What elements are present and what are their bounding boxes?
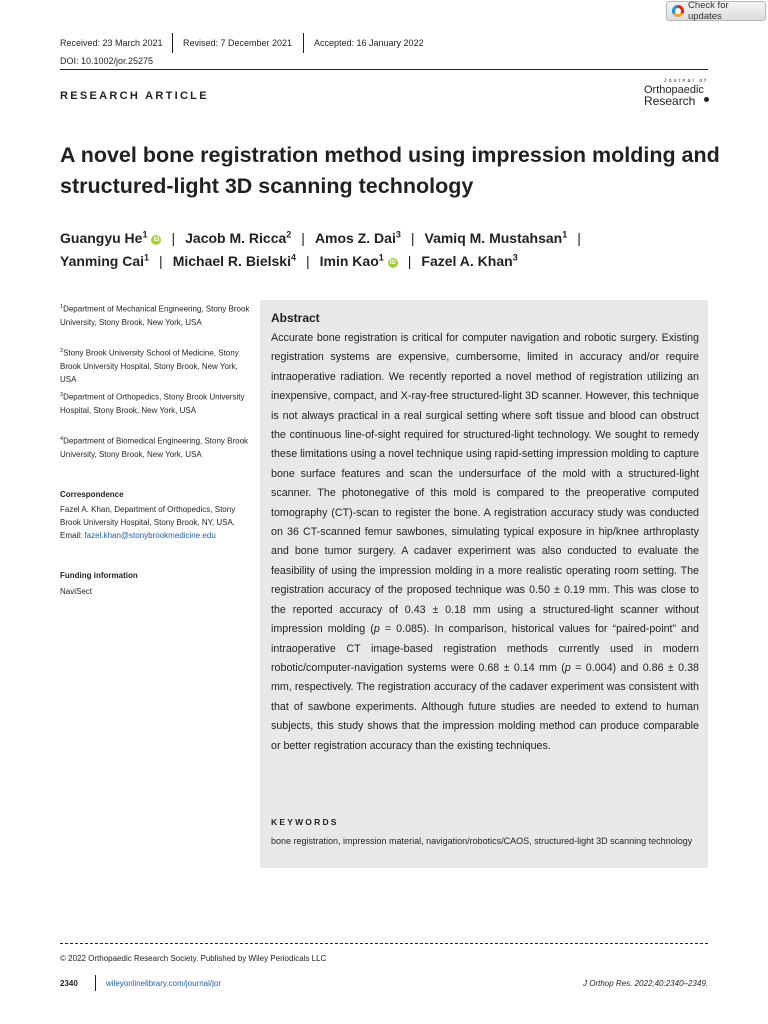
abstract-text: Accurate bone registration is critical for computer navigation and robotic surgery. Existing registration systems are expensive, cumbersome, limited in accuracy and/or require intraoperative radiation. We recently reported a novel method of registration utilizing an inexpensive, compact, and X-ray-free structured-light 3D scanner. However, this technique is not always practical in a real surgical setting where soft tissue and blood can obstruct the continuous line-of-sight required for structured-light technology. We sought to remedy these limitations using a novel technique using rapid-setting impression molding to capture bone surface features and scan the undersurface of the mold with a structured-light scanner. The photonegative of this mold is compared to the preoperative computed tomography (CT)-scan to register the bone. A registration accuracy study was conducted on 36 CT-scanned femur sawbones, simulating typical exposure in hip/knee arthroplasty and bone tumor surgery. A cadaver experiment was also conducted to evaluate the feasibility of using the impression molding in a more realistic operating room setting. The registration accuracy of the proposed technique was 0.50 ± 0.19 mm. This was close to the reported accuracy of 0.43 ± 0.18 mm using a structured-light scanner without impression molding (p = 0.085). In comparison, historical values for “paired-point” and intraoperative CT image-based registration methods currently used in modern robotic/computer-navigation systems were 0.68 ± 0.14 mm (p = 0.004) and 0.86 ± 0.38 mm, respectively. The registration accuracy of the cadaver experiment was consistent with that of sawbone experiments. Although future studies are needed to extend to human subjects, this study shows that the impression molding method can produce comparable or better registration accuracy than the existing techniques. [271,332,699,752]
logo-research: Research [644,94,696,108]
doi: DOI: 10.1002/jor.25275 [60,56,154,66]
affiliation: $^4$Department of Biomedical Engineering, Stony Brook University, Stony Brook, New York, USA [60,436,249,459]
check-for-updates-label: Check for updates [687,0,729,22]
journal-logo [638,78,710,108]
copyright: © 2022 Orthopaedic Research Society. Published by Wiley Periodicals LLC [60,954,327,963]
author[interactable]: Michael R. Bielski$^4$ [172,252,296,269]
author-separator: | [577,229,581,246]
correspondence-text: Fazel A. Khan, Department of Orthopedics, Stony Brook University Hospital, Stony Brook, NY, USA. Email: fazel.khan@stonybrookmedicine.edu [60,505,236,540]
affiliation: $^2$Stony Brook University School of Medicine, Stony Brook University Hospital, Stony Brook, New York, USA [60,348,239,384]
author-row-1 [60,229,720,246]
logo-orthopaedic: Orthopaedic [644,84,704,96]
author[interactable]: Amos Z. Dai$^3$ [314,229,401,246]
author-separator: | [159,252,163,269]
author[interactable]: Vamiq M. Mustahsan$^1$ [424,229,568,246]
affiliation: $^3$Department of Orthopedics, Stony Brook University Hospital, Stony Brook, New York, USA [60,392,245,415]
author[interactable]: Yanming Cai$^1$ [60,252,150,269]
revised-date: Revised: 7 December 2021 [183,38,293,48]
author[interactable]: Guangyu He$^1$iD [60,229,160,246]
footer-separator [95,975,96,991]
page-number: 2340 [60,979,78,988]
orcid-icon[interactable]: iD [153,236,160,243]
crossmark-icon [672,5,684,17]
citation: J Orthop Res. 2022;40:2340–2349. [583,979,708,988]
author[interactable]: Fazel A. Khan$^3$ [421,252,518,269]
affiliation: $^1$Department of Mechanical Engineering, Stony Brook University, Stony Brook, New York, USA [60,304,250,327]
author-separator: | [410,229,415,246]
date-separator [303,33,304,53]
journal-url-link[interactable]: wileyonlinelibrary.com/journal/jor [106,979,222,988]
author-separator: | [305,252,310,269]
correspondence-heading: Correspondence [60,490,124,499]
logo-dot [704,97,709,102]
author-separator: | [171,229,176,246]
author-separator: | [407,252,412,269]
abstract-heading: Abstract [271,311,320,325]
funding-heading: Funding information [60,571,138,580]
logo-journal-of: Journal of [664,78,708,84]
author[interactable]: Jacob M. Ricca$^2$ [185,229,292,246]
article-title: A novel bone registration method using impression molding and structured-light 3D scanning technology [60,143,720,198]
keywords-heading: KEYWORDS [271,817,339,827]
orcid-icon[interactable]: iD [389,259,396,266]
footer-rule [60,943,708,944]
section-label: RESEARCH ARTICLE [60,90,209,102]
author-row-2 [60,252,720,269]
check-for-updates-button[interactable] [666,1,766,21]
funding-text: NaviSect [60,587,93,596]
received-date: Received: 23 March 2021 [60,38,163,48]
author-separator: | [301,229,305,246]
header-rule [60,69,708,70]
date-separator [172,33,173,53]
email-link[interactable]: fazel.khan@stonybrookmedicine.edu [84,531,216,540]
author[interactable]: Imin Kao$^1$iD [319,252,396,269]
accepted-date: Accepted: 16 January 2022 [314,38,424,48]
keywords-text: bone registration, impression material, navigation/robotics/CAOS, structured-light 3D scanning technology [271,836,693,846]
